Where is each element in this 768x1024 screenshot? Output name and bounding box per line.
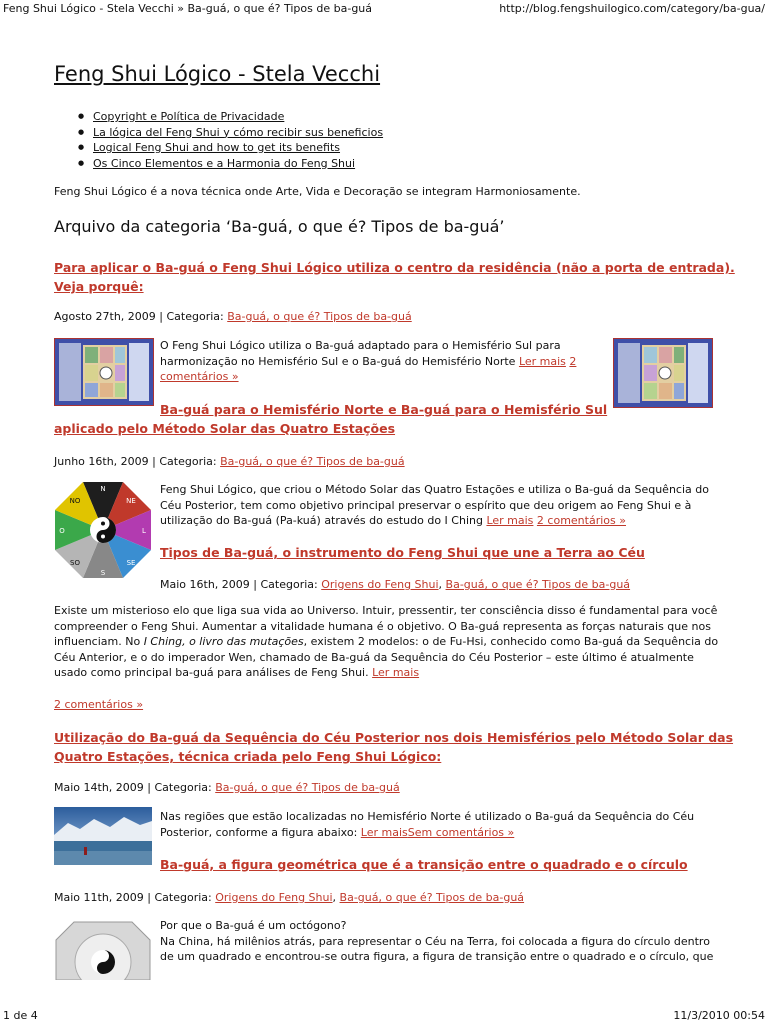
post-1-title[interactable] <box>54 258 744 296</box>
post-3-excerpt <box>54 603 754 681</box>
post-1-bagua-image-left[interactable] <box>54 338 154 406</box>
bagua-octagon-icon <box>54 481 152 579</box>
post-2-excerpt-line1: Feng Shui Lógico, que criou o Método Solar das Quatro Estações e utiliza o Ba-guá da Sequência do <box>160 483 709 496</box>
post-5-bagua-octagon-image[interactable] <box>54 918 152 980</box>
post-3-date: Maio 16th, 2009 | Categoria: <box>160 578 322 591</box>
post-4-date: Maio 14th, 2009 | Categoria: <box>54 781 216 794</box>
post-3-excerpt-line4: Céu Anterior, e o do imperador Wen, chamado de Ba-guá da Sequência do Céu Posterior – este último é atualmente <box>54 650 694 664</box>
post-3-excerpt-line2: compreender o Feng Shui. Aumentar a vitalidade humana é o objetivo. O Ba-guá representa as forças naturais que nos <box>54 619 711 633</box>
post-1-title-line1[interactable]: Para aplicar o Ba-guá o Feng Shui Lógico utiliza o centro da residência (não a porta de entrada). <box>54 260 735 275</box>
site-title-link[interactable]: Feng Shui Lógico - Stela Vecchi <box>54 62 381 86</box>
svg-text:N: N <box>100 485 106 493</box>
post-2-date: Junho 16th, 2009 | Categoria: <box>54 455 221 468</box>
post-3-category-link-1[interactable]: Origens do Feng Shui <box>321 578 439 591</box>
post-3-comments <box>54 698 143 711</box>
post-4-read-more[interactable]: Ler mais <box>360 825 408 839</box>
post-2-read-more[interactable]: Ler mais <box>486 514 534 527</box>
svg-text:O: O <box>59 527 65 535</box>
post-2-title-line1[interactable]: Ba-guá para o Hemisfério Norte e Ba-guá para o Hemisfério Sul <box>160 402 608 417</box>
post-4-excerpt <box>160 809 720 840</box>
svg-text:NO: NO <box>69 497 81 505</box>
post-2-title-line2[interactable]: aplicado pelo Método Solar das Quatro Estações <box>54 421 396 436</box>
post-2-comments-link[interactable]: 2 comentários » <box>536 514 626 527</box>
page-nav-list <box>78 109 383 171</box>
nav-link-logical[interactable]: Logical Feng Shui and how to get its benefits <box>93 141 341 154</box>
print-header-url: http://blog.fengshuilogico.com/category/ba-gua/ <box>499 2 765 15</box>
post-4-title-line1[interactable]: Utilização do Ba-guá da Sequência do Céu Posterior nos dois Hemisférios pelo Método Solar das <box>54 730 734 745</box>
post-5-excerpt-line1: Por que o Ba-guá é um octógono? <box>160 919 347 932</box>
svg-text:NE: NE <box>126 497 136 505</box>
post-3-comments-link[interactable]: 2 comentários » <box>54 698 144 711</box>
nav-item-la-logica <box>78 125 383 141</box>
post-4-meta <box>54 781 400 794</box>
post-5-excerpt-line3: de um quadrado e encontrou-se outra figura, a figura de transição entre o quadrado e o círculo, que <box>160 950 714 963</box>
nav-item-cinco-elementos <box>78 156 383 172</box>
nav-link-copyright[interactable]: Copyright e Política de Privacidade <box>93 110 285 123</box>
svg-text:SE: SE <box>126 559 136 567</box>
svg-text:S: S <box>100 569 106 577</box>
post-3-meta: Maio 16th, 2009 | Categoria: Origens do Feng Shui, Ba-guá, o que é? Tipos de ba-guá <box>160 578 631 591</box>
post-5-date: Maio 11th, 2009 | Categoria: <box>54 891 216 904</box>
post-5-meta: Maio 11th, 2009 | Categoria: Origens do Feng Shui, Ba-guá, o que é? Tipos de ba-guá <box>54 891 525 904</box>
post-4-comments-link[interactable]: Sem comentários » <box>407 825 515 839</box>
archive-title: Arquivo da categoria ‘Ba-guá, o que é? Tipos de ba-guá’ <box>54 217 505 236</box>
bagua-house-plan-image <box>614 339 712 407</box>
post-1-category-link[interactable]: Ba-guá, o que é? Tipos de ba-guá <box>227 310 412 323</box>
svg-text:L: L <box>142 527 146 535</box>
post-1-meta <box>54 310 412 323</box>
site-tagline: Feng Shui Lógico é a nova técnica onde Arte, Vida e Decoração se integram Harmoniosamente. <box>54 185 581 198</box>
post-1-date: Agosto 27th, 2009 | Categoria: <box>54 310 228 323</box>
post-2-category-link[interactable]: Ba-guá, o que é? Tipos de ba-guá <box>220 455 405 468</box>
post-2-meta <box>54 455 405 468</box>
svg-text:SO: SO <box>70 559 80 567</box>
post-1-comments-link[interactable]: comentários » <box>160 370 239 383</box>
post-2-excerpt-line2: Céu Posterior, tem como objetivo principal preservar o espírito que deu origem ao Feng Shui e à <box>160 498 692 512</box>
post-4-landscape-image[interactable] <box>54 807 152 865</box>
post-3-excerpt-line5: usado como principal ba-guá para análises de Feng Shui. Ler mais <box>54 666 420 679</box>
post-5-excerpt-line2: Na China, há milênios atrás, para representar o Céu na Terra, foi colocada a figura do círculo dentro <box>160 934 710 948</box>
nav-link-la-logica[interactable]: La lógica del Feng Shui y cómo recibir sus beneficios <box>93 125 384 139</box>
post-1-excerpt <box>160 338 580 385</box>
post-1-excerpt-line2: harmonização no Hemisfério Sul e o Ba-guá do Hemisfério Norte Ler mais 2 <box>160 354 577 368</box>
post-5-title[interactable]: Ba-guá, a figura geométrica que é a transição entre o quadrado e o círculo <box>160 857 688 872</box>
post-1-title-line2[interactable]: Veja porquê: <box>54 279 144 294</box>
post-3-read-more[interactable]: Ler mais <box>372 666 420 679</box>
post-3-category-link-2[interactable]: Ba-guá, o que é? Tipos de ba-guá <box>445 578 631 591</box>
post-5-excerpt <box>160 918 740 965</box>
post-3-excerpt-line1: Existe um misterioso elo que liga sua vida ao Universo. Intuir, pressentir, ter consciência disso é fundamental para você <box>54 604 718 617</box>
post-4-title-line2[interactable]: Quatro Estações, técnica criada pelo Feng Shui Lógico: <box>54 749 442 764</box>
yin-yang-octagon-icon <box>54 918 152 980</box>
post-2-excerpt-line3: utilização do Ba-guá (Pa-kuá) através do estudo do I Ching Ler mais 2 comentários » <box>160 514 626 527</box>
post-1-comments-count[interactable]: 2 <box>569 354 577 368</box>
post-4-excerpt-line2: Posterior, conforme a figura abaixo: Ler maisSem comentários » <box>160 825 515 839</box>
post-5-category-link-2[interactable]: Ba-guá, o que é? Tipos de ba-guá <box>339 891 525 904</box>
print-footer-date: 11/3/2010 00:54 <box>673 1009 765 1022</box>
post-1-read-more[interactable]: Ler mais <box>518 354 566 368</box>
post-4-excerpt-line1: Nas regiões que estão localizadas no Hemisfério Norte é utilizado o Ba-guá da Sequência do Céu <box>160 810 695 823</box>
post-5-category-link-1[interactable]: Origens do Feng Shui <box>215 891 333 904</box>
bagua-house-plan-image <box>55 339 153 405</box>
post-4-category-link[interactable]: Ba-guá, o que é? Tipos de ba-guá <box>215 781 400 794</box>
post-2-bagua-octagon-image[interactable] <box>54 481 152 579</box>
post-1-excerpt-line1: O Feng Shui Lógico utiliza o Ba-guá adaptado para o Hemisfério Sul para <box>160 339 561 352</box>
post-2-excerpt <box>160 482 720 529</box>
print-header-title: Feng Shui Lógico - Stela Vecchi » Ba-guá, o que é? Tipos de ba-guá <box>3 2 373 15</box>
post-4-title[interactable] <box>54 728 754 766</box>
nav-item-copyright <box>78 109 383 125</box>
print-footer-page: 1 de 4 <box>3 1009 38 1022</box>
post-3-title[interactable]: Tipos de Ba-guá, o instrumento do Feng Shui que une a Terra ao Céu <box>160 545 645 560</box>
post-1-bagua-image-right[interactable] <box>613 338 713 408</box>
nav-link-cinco-elementos[interactable]: Os Cinco Elementos e a Harmonia do Feng Shui <box>93 156 356 170</box>
nav-item-logical <box>78 140 383 156</box>
snow-landscape-image <box>54 807 152 865</box>
post-3-excerpt-line3: influenciam. No I Ching, o livro das mutações, existem 2 modelos: o de Fu-Hsi, conhecido como Ba-guá da Sequência do <box>54 635 719 648</box>
